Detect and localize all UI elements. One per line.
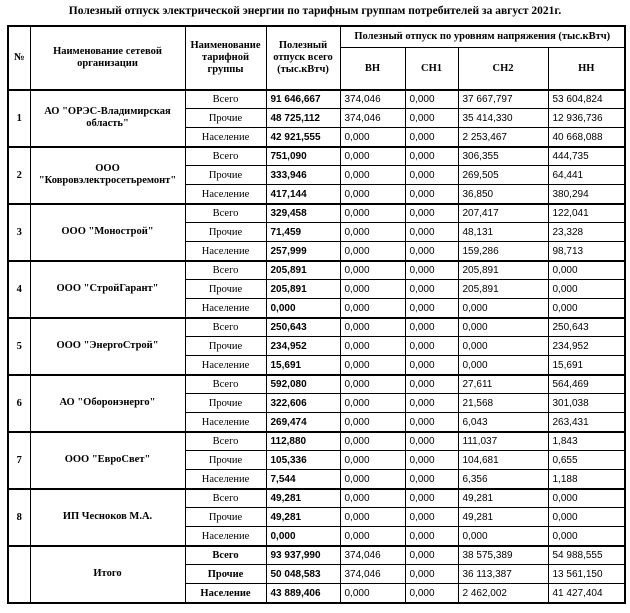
org-name: ООО "Монострой" (30, 204, 185, 261)
row-number: 3 (8, 204, 30, 261)
page-title: Полезный отпуск электрической энергии по тарифным группам потребителей за август 2021г. (68, 5, 562, 17)
value-total: 250,643 (266, 318, 340, 337)
table-row (8, 375, 625, 394)
org-name: ООО "СтройГарант" (30, 261, 185, 318)
value-sn2: 2 253,467 (458, 128, 548, 147)
value-nn: 0,000 (548, 508, 625, 527)
org-name: ИП Чесноков М.А. (30, 489, 185, 546)
tariff-group-label: Всего (185, 204, 266, 223)
value-nn: 0,000 (548, 299, 625, 318)
value-sn2: 111,037 (458, 432, 548, 451)
value-sn2: 6,356 (458, 470, 548, 489)
tariff-group-label: Всего (185, 489, 266, 508)
value-sn1: 0,000 (405, 280, 458, 299)
value-vn: 0,000 (340, 489, 405, 508)
header-org: Наименование сетевой организации (30, 26, 185, 90)
value-sn1: 0,000 (405, 185, 458, 204)
value-sn1: 0,000 (405, 166, 458, 185)
tariff-group-label: Население (185, 299, 266, 318)
value-nn: 263,431 (548, 413, 625, 432)
total-table-row (8, 546, 625, 565)
value-sn2: 49,281 (458, 489, 548, 508)
tariff-group-label: Всего (185, 318, 266, 337)
value-sn2: 0,000 (458, 527, 548, 546)
value-sn2: 205,891 (458, 280, 548, 299)
tariff-group-label: Всего (185, 432, 266, 451)
tariff-group-label: Прочие (185, 451, 266, 470)
value-vn: 0,000 (340, 299, 405, 318)
table-row (8, 204, 625, 223)
header-sn1: СН1 (405, 48, 458, 90)
value-total: 15,691 (266, 356, 340, 375)
value-sn1: 0,000 (405, 147, 458, 166)
value-total: 751,090 (266, 147, 340, 166)
value-nn: 0,000 (548, 261, 625, 280)
value-nn: 98,713 (548, 242, 625, 261)
value-nn: 40 668,088 (548, 128, 625, 147)
value-vn: 0,000 (340, 394, 405, 413)
value-nn: 0,000 (548, 527, 625, 546)
value-sn1: 0,000 (405, 128, 458, 147)
value-sn1: 0,000 (405, 527, 458, 546)
tariff-group-label: Население (185, 356, 266, 375)
value-sn2: 35 414,330 (458, 109, 548, 128)
table-row (8, 432, 625, 451)
value-total: 417,144 (266, 185, 340, 204)
value-sn1: 0,000 (405, 470, 458, 489)
value-vn: 0,000 (340, 204, 405, 223)
value-vn: 0,000 (340, 413, 405, 432)
tariff-group-label: Всего (185, 261, 266, 280)
value-sn2: 104,681 (458, 451, 548, 470)
value-sn2: 207,417 (458, 204, 548, 223)
tariff-group-label: Всего (185, 147, 266, 166)
org-name: АО "Оборонэнерго" (30, 375, 185, 432)
value-sn1: 0,000 (405, 375, 458, 394)
value-nn: 41 427,404 (548, 584, 625, 603)
value-sn1: 0,000 (405, 261, 458, 280)
value-sn2: 37 667,797 (458, 90, 548, 109)
value-sn2: 0,000 (458, 337, 548, 356)
value-total: 43 889,406 (266, 584, 340, 603)
value-nn: 0,000 (548, 280, 625, 299)
value-vn: 0,000 (340, 185, 405, 204)
value-sn2: 0,000 (458, 299, 548, 318)
header-vn: ВН (340, 48, 405, 90)
row-number: 1 (8, 90, 30, 147)
value-vn: 374,046 (340, 109, 405, 128)
value-total: 0,000 (266, 299, 340, 318)
value-vn: 0,000 (340, 166, 405, 185)
value-total: 91 646,667 (266, 90, 340, 109)
value-vn: 0,000 (340, 584, 405, 603)
value-sn2: 36 113,387 (458, 565, 548, 584)
tariff-group-label: Население (185, 128, 266, 147)
value-vn: 374,046 (340, 546, 405, 565)
value-sn1: 0,000 (405, 337, 458, 356)
value-total: 269,474 (266, 413, 340, 432)
value-total: 205,891 (266, 280, 340, 299)
value-vn: 374,046 (340, 565, 405, 584)
value-sn1: 0,000 (405, 299, 458, 318)
value-vn: 0,000 (340, 470, 405, 489)
tariff-group-label: Прочие (185, 223, 266, 242)
value-vn: 0,000 (340, 280, 405, 299)
org-name: АО "ОРЭС-Владимирская область" (30, 90, 185, 147)
value-total: 0,000 (266, 527, 340, 546)
value-sn1: 0,000 (405, 318, 458, 337)
tariff-group-label: Прочие (185, 337, 266, 356)
value-sn2: 21,568 (458, 394, 548, 413)
tariff-group-label: Прочие (185, 394, 266, 413)
tariff-group-label: Население (185, 413, 266, 432)
value-nn: 444,735 (548, 147, 625, 166)
row-number: 6 (8, 375, 30, 432)
value-nn: 0,000 (548, 489, 625, 508)
tariff-group-label: Прочие (185, 166, 266, 185)
org-name: ООО "Ковровэлектросетьремонт" (30, 147, 185, 204)
value-nn: 234,952 (548, 337, 625, 356)
value-total: 105,336 (266, 451, 340, 470)
value-nn: 122,041 (548, 204, 625, 223)
value-vn: 0,000 (340, 451, 405, 470)
row-number: 4 (8, 261, 30, 318)
value-vn: 0,000 (340, 508, 405, 527)
value-vn: 0,000 (340, 527, 405, 546)
value-total: 257,999 (266, 242, 340, 261)
value-total: 50 048,583 (266, 565, 340, 584)
row-number: 8 (8, 489, 30, 546)
value-sn1: 0,000 (405, 546, 458, 565)
value-sn2: 38 575,389 (458, 546, 548, 565)
value-sn2: 36,850 (458, 185, 548, 204)
value-nn: 64,441 (548, 166, 625, 185)
table-header (8, 26, 625, 90)
value-nn: 301,038 (548, 394, 625, 413)
value-sn2: 27,611 (458, 375, 548, 394)
org-name: Итого (30, 546, 185, 603)
value-vn: 0,000 (340, 432, 405, 451)
row-number: 5 (8, 318, 30, 375)
row-number (8, 546, 30, 603)
value-vn: 0,000 (340, 318, 405, 337)
value-total: 49,281 (266, 489, 340, 508)
header-row-top (8, 26, 625, 48)
tariff-group-label: Всего (185, 375, 266, 394)
value-sn2: 6,043 (458, 413, 548, 432)
header-num: № (8, 26, 30, 90)
value-sn2: 49,281 (458, 508, 548, 527)
value-nn: 15,691 (548, 356, 625, 375)
value-sn1: 0,000 (405, 508, 458, 527)
table-row (8, 147, 625, 166)
table-body (8, 90, 625, 603)
value-sn1: 0,000 (405, 451, 458, 470)
value-vn: 0,000 (340, 223, 405, 242)
table-row (8, 90, 625, 109)
value-sn2: 269,505 (458, 166, 548, 185)
value-sn1: 0,000 (405, 204, 458, 223)
value-sn2: 2 462,002 (458, 584, 548, 603)
value-sn1: 0,000 (405, 489, 458, 508)
value-vn: 0,000 (340, 242, 405, 261)
value-total: 112,880 (266, 432, 340, 451)
value-vn: 0,000 (340, 147, 405, 166)
value-nn: 564,469 (548, 375, 625, 394)
value-total: 592,080 (266, 375, 340, 394)
value-total: 42 921,555 (266, 128, 340, 147)
value-nn: 250,643 (548, 318, 625, 337)
value-sn2: 159,286 (458, 242, 548, 261)
value-sn1: 0,000 (405, 90, 458, 109)
value-sn1: 0,000 (405, 432, 458, 451)
row-number: 7 (8, 432, 30, 489)
value-sn1: 0,000 (405, 565, 458, 584)
org-name: ООО "ЕвроСвет" (30, 432, 185, 489)
value-vn: 0,000 (340, 356, 405, 375)
tariff-group-label: Население (185, 527, 266, 546)
value-sn2: 0,000 (458, 318, 548, 337)
value-nn: 12 936,736 (548, 109, 625, 128)
value-total: 322,606 (266, 394, 340, 413)
energy-table (7, 25, 626, 604)
tariff-group-label: Население (185, 185, 266, 204)
value-sn1: 0,000 (405, 356, 458, 375)
tariff-group-label: Всего (185, 546, 266, 565)
org-name: ООО "ЭнергоСтрой" (30, 318, 185, 375)
value-total: 329,458 (266, 204, 340, 223)
value-sn1: 0,000 (405, 584, 458, 603)
value-nn: 54 988,555 (548, 546, 625, 565)
value-vn: 0,000 (340, 128, 405, 147)
value-nn: 1,188 (548, 470, 625, 489)
header-total: Полезный отпуск всего (тыс.кВтч) (266, 26, 340, 90)
tariff-group-label: Прочие (185, 508, 266, 527)
table-row (8, 318, 625, 337)
tariff-group-label: Население (185, 584, 266, 603)
value-sn2: 306,355 (458, 147, 548, 166)
table-row (8, 261, 625, 280)
value-total: 7,544 (266, 470, 340, 489)
tariff-group-label: Всего (185, 90, 266, 109)
header-nn: НН (548, 48, 625, 90)
value-nn: 13 561,150 (548, 565, 625, 584)
value-sn1: 0,000 (405, 413, 458, 432)
value-nn: 1,843 (548, 432, 625, 451)
tariff-group-label: Население (185, 242, 266, 261)
value-total: 48 725,112 (266, 109, 340, 128)
value-sn2: 0,000 (458, 356, 548, 375)
tariff-group-label: Население (185, 470, 266, 489)
value-total: 205,891 (266, 261, 340, 280)
table-row (8, 489, 625, 508)
value-vn: 0,000 (340, 261, 405, 280)
value-nn: 380,294 (548, 185, 625, 204)
tariff-group-label: Прочие (185, 109, 266, 128)
value-total: 234,952 (266, 337, 340, 356)
value-nn: 23,328 (548, 223, 625, 242)
value-sn1: 0,000 (405, 223, 458, 242)
header-sn2: СН2 (458, 48, 548, 90)
value-sn2: 48,131 (458, 223, 548, 242)
tariff-group-label: Прочие (185, 280, 266, 299)
value-vn: 374,046 (340, 90, 405, 109)
value-sn1: 0,000 (405, 109, 458, 128)
value-vn: 0,000 (340, 337, 405, 356)
value-sn2: 205,891 (458, 261, 548, 280)
value-sn1: 0,000 (405, 394, 458, 413)
header-tariff: Наименование тарифной группы (185, 26, 266, 90)
value-total: 49,281 (266, 508, 340, 527)
header-levels-group: Полезный отпуск по уровням напряжения (тыс.кВтч) (340, 26, 625, 48)
value-sn1: 0,000 (405, 242, 458, 261)
value-vn: 0,000 (340, 375, 405, 394)
value-nn: 53 604,824 (548, 90, 625, 109)
row-number: 2 (8, 147, 30, 204)
tariff-group-label: Прочие (185, 565, 266, 584)
value-total: 333,946 (266, 166, 340, 185)
value-total: 93 937,990 (266, 546, 340, 565)
value-nn: 0,655 (548, 451, 625, 470)
value-total: 71,459 (266, 223, 340, 242)
